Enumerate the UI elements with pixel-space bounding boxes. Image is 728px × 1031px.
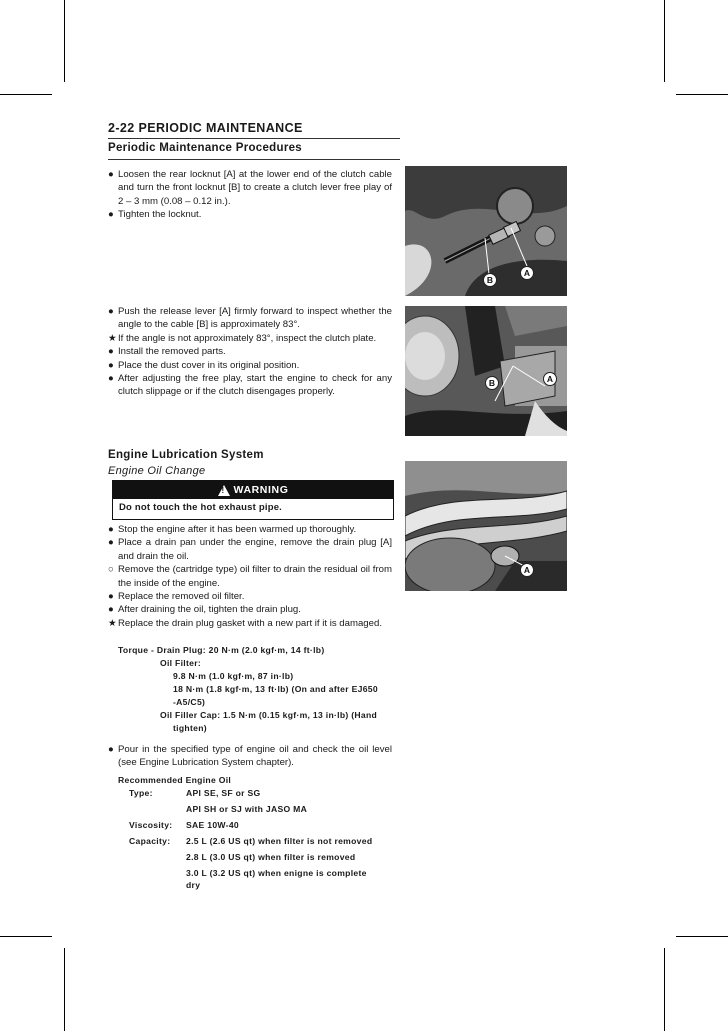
release-lever-illustration	[405, 306, 567, 436]
callout-b: B	[483, 273, 497, 287]
clutch-adjust-steps	[108, 168, 392, 222]
pour-step	[108, 743, 392, 770]
torque-filler-cap-cont: tighten)	[173, 723, 207, 733]
torque-oil-filter-label: Oil Filter:	[160, 658, 202, 668]
crop-mark	[0, 94, 52, 95]
bullet-marker: ●	[108, 209, 114, 221]
list-item	[108, 332, 392, 345]
bullet-marker: ○	[108, 564, 114, 576]
list-item	[108, 603, 392, 616]
lubrication-heading: Engine Lubrication System	[108, 449, 264, 461]
oil-type-1: API SE, SF or SG	[186, 788, 261, 798]
list-item	[108, 345, 392, 358]
callout-b: B	[485, 376, 499, 390]
torque-oil-filter-2: 18 N·m (1.8 kgf·m, 13 ft·lb) (On and after EJ650	[173, 684, 378, 694]
release-lever-photo	[405, 306, 567, 436]
capacity-label: Capacity:	[129, 836, 171, 846]
bullet-marker: ●	[108, 604, 114, 616]
list-item	[108, 208, 392, 221]
list-item	[108, 743, 392, 770]
step-text: Tighten the locknut.	[118, 209, 202, 221]
step-text: Push the release lever [A] firmly forward to inspect whether the angle to the cable [B] is approximately 83°.	[118, 306, 392, 331]
bullet-marker: ★	[108, 332, 117, 344]
bullet-marker: ●	[108, 744, 114, 755]
step-text: Replace the removed oil filter.	[118, 591, 245, 603]
bullet-marker: ●	[108, 306, 114, 317]
oil-change-steps	[108, 523, 392, 630]
callout-a: A	[520, 563, 534, 577]
step-text: Place the dust cover in its original position.	[118, 359, 300, 371]
torque-oil-filter-2-cont: -A5/C5)	[173, 697, 206, 707]
capacity-1: 2.5 L (2.6 US qt) when filter is not removed	[186, 836, 373, 846]
step-text: After draining the oil, tighten the drain plug.	[118, 604, 301, 616]
chapter-title: 2-22 PERIODIC MAINTENANCE	[108, 121, 303, 135]
bullet-marker: ★	[108, 617, 117, 629]
step-text: Replace the drain plug gasket with a new part if it is damaged.	[118, 617, 382, 629]
torque-filler-cap: Oil Filler Cap: 1.5 N·m (0.15 kgf·m, 13 in·lb) (Hand	[160, 710, 378, 720]
drain-plug-photo	[405, 461, 567, 591]
oil-type-2: API SH or SJ with JASO MA	[186, 804, 308, 814]
warning-box	[112, 480, 394, 520]
crop-mark	[64, 948, 65, 1031]
clutch-check-steps	[108, 305, 392, 399]
list-item	[108, 372, 392, 399]
step-text: Install the removed parts.	[118, 346, 226, 358]
step-text: After adjusting the free play, start the engine to check for any clutch slippage or if the clutch disengages properly.	[118, 373, 392, 398]
warning-triangle-icon	[218, 485, 230, 496]
bullet-marker: ●	[108, 373, 114, 385]
torque-oil-filter-1: 9.8 N·m (1.0 kgf·m, 87 in·lb)	[173, 671, 294, 681]
bullet-marker: ●	[108, 537, 114, 549]
crop-mark	[676, 94, 728, 95]
crop-mark	[0, 936, 52, 937]
list-item	[108, 617, 392, 630]
bullet-marker: ●	[108, 591, 114, 603]
list-item	[108, 590, 392, 603]
step-text: Loosen the rear locknut [A] at the lower end of the clutch cable and turn the front locknut [B] to create a clutch lever free play of 2 – 3 mm (0.08 – 0.12 in.).	[118, 169, 392, 207]
step-text: Stop the engine after it has been warmed up thoroughly.	[118, 524, 357, 535]
list-item	[108, 305, 392, 332]
bullet-marker: ●	[108, 169, 114, 180]
page-header	[108, 121, 400, 135]
list-item	[108, 168, 392, 208]
crop-mark	[676, 936, 728, 937]
crop-mark	[64, 0, 65, 82]
crop-mark	[664, 948, 665, 1031]
capacity-3: 3.0 L (3.2 US qt) when enigne is complete	[186, 868, 367, 878]
warning-header	[113, 481, 393, 499]
callout-a: A	[543, 372, 557, 386]
viscosity-value: SAE 10W-40	[186, 820, 239, 830]
capacity-3-cont: dry	[186, 880, 201, 890]
step-text: Place a drain pan under the engine, remove the drain plug [A] and drain the oil.	[118, 537, 392, 562]
warning-text: Do not touch the hot exhaust pipe.	[119, 502, 283, 513]
crop-mark	[664, 0, 665, 82]
step-text: Remove the (cartridge type) oil filter to drain the residual oil from the inside of the engine.	[118, 564, 392, 589]
clutch-cable-photo	[405, 166, 567, 296]
list-item	[108, 563, 392, 590]
capacity-2: 2.8 L (3.0 US qt) when filter is removed	[186, 852, 356, 862]
step-text: If the angle is not approximately 83°, inspect the clutch plate.	[118, 332, 377, 344]
recommended-oil-heading: Recommended Engine Oil	[118, 775, 232, 785]
section-title: Periodic Maintenance Procedures	[108, 142, 303, 154]
section-rule	[108, 159, 400, 160]
callout-a: A	[520, 266, 534, 280]
torque-drain-plug: Torque - Drain Plug: 20 N·m (2.0 kgf·m, 14 ft·lb)	[118, 645, 325, 655]
oil-type-label: Type:	[129, 788, 153, 798]
list-item	[108, 536, 392, 563]
step-text: Pour in the specified type of engine oil and check the oil level (see Engine Lubrication System chapter).	[118, 744, 392, 769]
bullet-marker: ●	[108, 524, 114, 535]
header-rule	[108, 138, 400, 139]
oil-change-subheading: Engine Oil Change	[108, 465, 206, 477]
list-item	[108, 359, 392, 372]
bullet-marker: ●	[108, 346, 114, 358]
drain-plug-illustration	[405, 461, 567, 591]
warning-label: WARNING	[233, 484, 289, 496]
viscosity-label: Viscosity:	[129, 820, 173, 830]
bullet-marker: ●	[108, 359, 114, 371]
list-item	[108, 523, 392, 536]
